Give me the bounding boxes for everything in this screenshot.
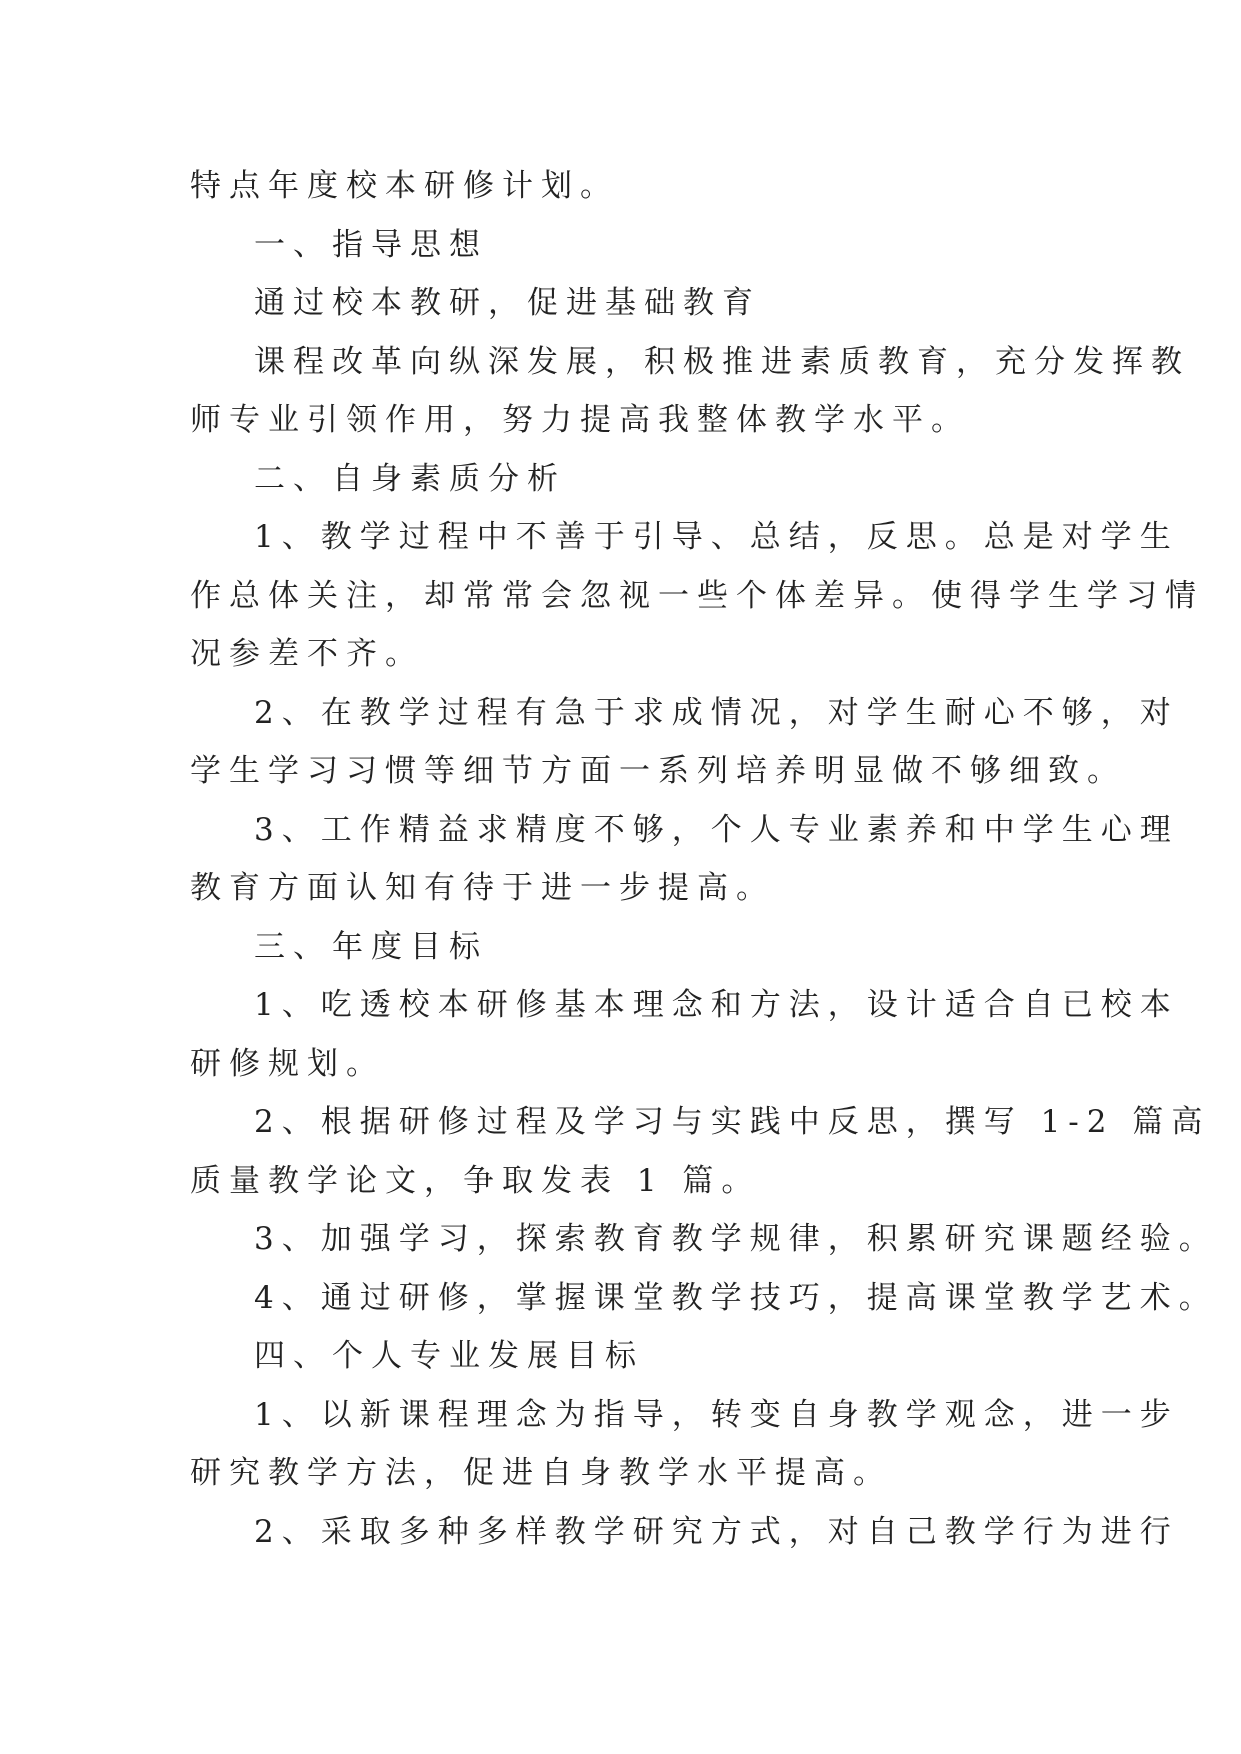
text-line: 1、教学过程中不善于引导、总结，反思。总是对学生 xyxy=(254,519,1179,555)
text-line: 4、通过研修，掌握课堂教学技巧，提高课堂教学艺术。 xyxy=(254,1279,1218,1316)
text-line: 特点年度校本研修计划。 xyxy=(190,168,619,204)
text-line: 教育方面认知有待于进一步提高。 xyxy=(190,870,775,906)
text-line: 2、根据研修过程及学习与实践中反思，撰写 1-2 篇高 xyxy=(254,1104,1211,1140)
text-line: 3、工作精益求精度不够，个人专业素养和中学生心理 xyxy=(254,811,1179,848)
text-line: 1、以新课程理念为指导，转变自身教学观念，进一步 xyxy=(254,1396,1179,1433)
text-line: 研修规划。 xyxy=(190,1045,385,1082)
text-line: 质量教学论文，争取发表 1 篇。 xyxy=(190,1162,761,1199)
section-heading: 一、指导思想 xyxy=(254,226,488,263)
text-line: 2、采取多种多样教学研究方式，对自己教学行为进行 xyxy=(254,1513,1179,1550)
section-heading: 四、个人专业发展目标 xyxy=(254,1338,644,1374)
text-line: 3、加强学习，探索教育教学规律，积累研究课题经验。 xyxy=(254,1221,1218,1257)
text-line: 通过校本教研，促进基础教育 xyxy=(254,285,761,321)
text-line: 师专业引领作用，努力提高我整体教学水平。 xyxy=(190,402,970,438)
text-line: 况参差不齐。 xyxy=(190,636,424,672)
text-line: 课程改革向纵深发展，积极推进素质教育，充分发挥教 xyxy=(254,343,1190,380)
section-heading: 二、自身素质分析 xyxy=(254,460,566,497)
text-line: 1、吃透校本研修基本理念和方法，设计适合自已校本 xyxy=(254,987,1179,1023)
document-body xyxy=(190,157,1218,1561)
section-heading: 三、年度目标 xyxy=(254,928,488,965)
text-line: 作总体关注，却常常会忽视一些个体差异。使得学生学习情 xyxy=(190,577,1204,614)
text-line: 学生学习习惯等细节方面一系列培养明显做不够细致。 xyxy=(190,753,1126,789)
text-line: 研究教学方法，促进自身教学水平提高。 xyxy=(190,1455,892,1491)
text-line: 2、在教学过程有急于求成情况，对学生耐心不够，对 xyxy=(254,694,1179,731)
